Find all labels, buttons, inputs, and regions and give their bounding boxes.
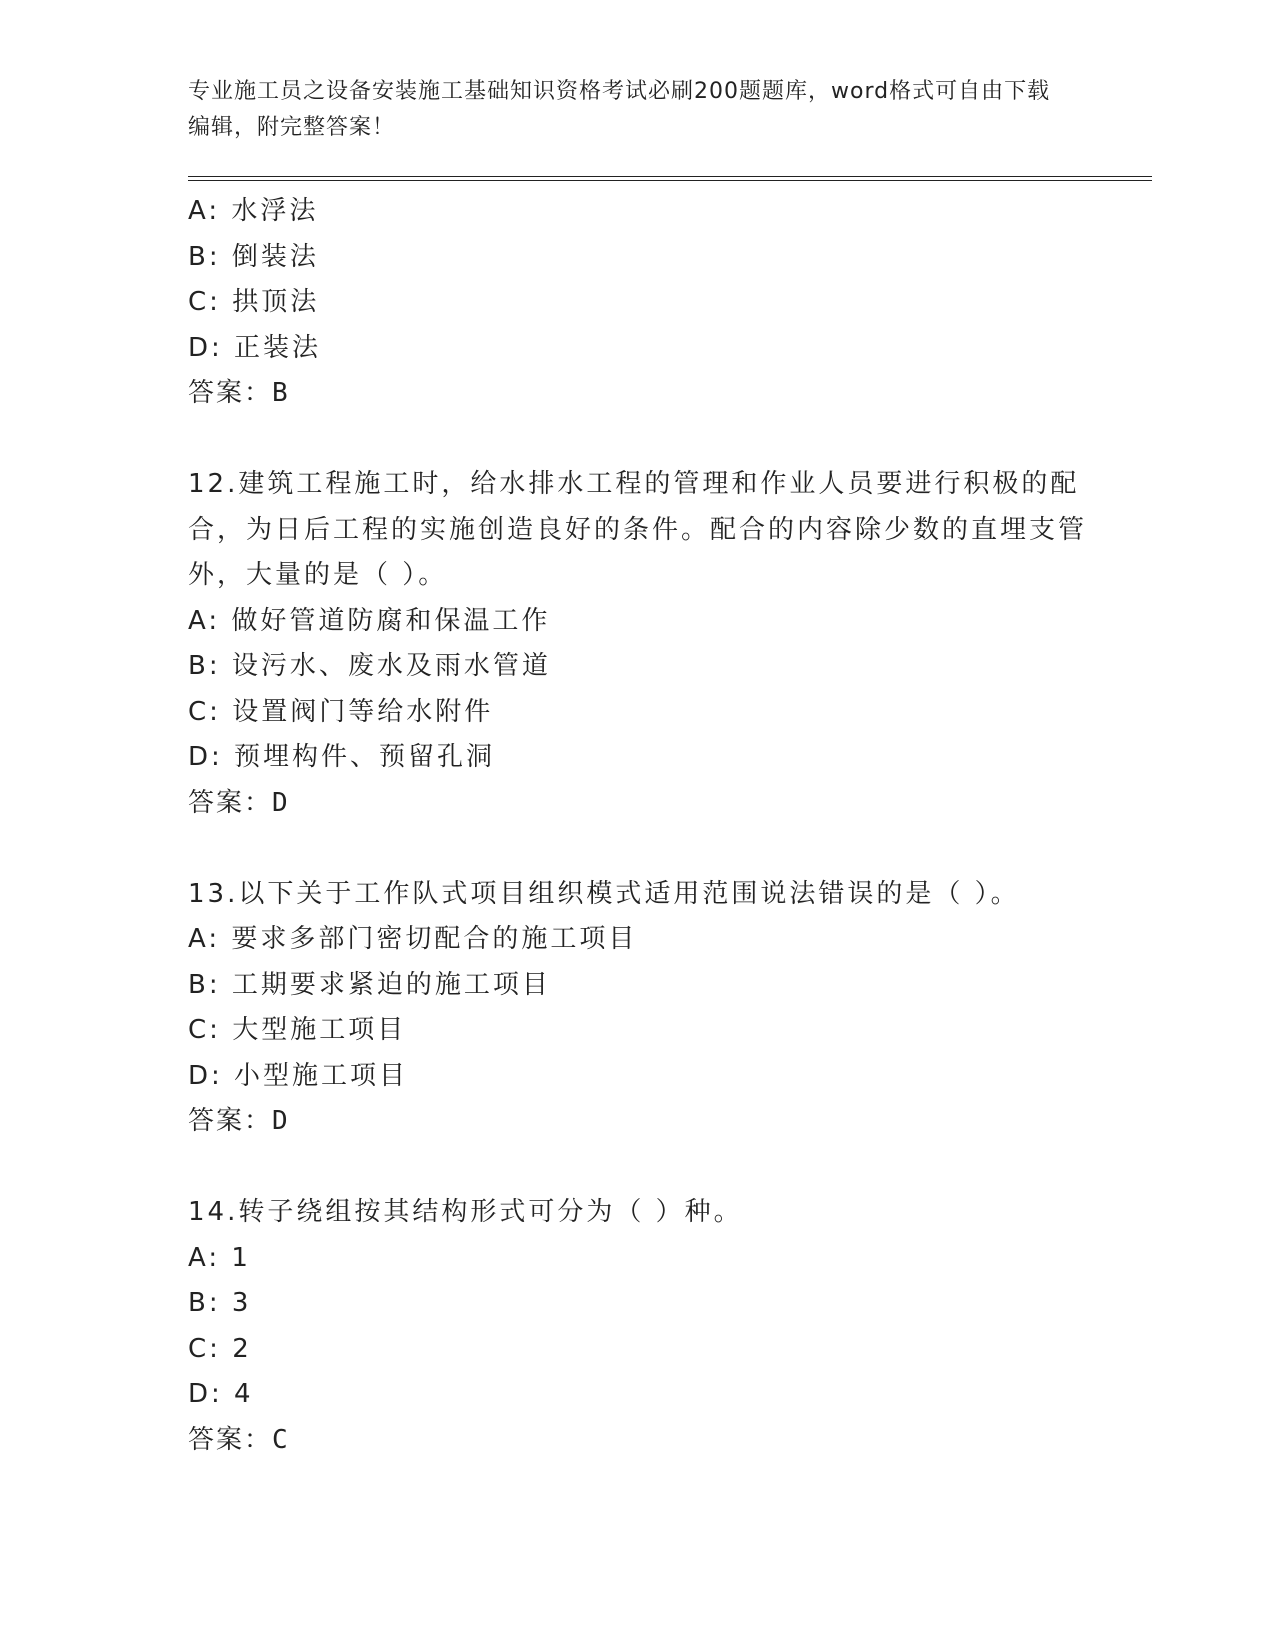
option-label: A:	[188, 1242, 221, 1273]
option-label: A:	[188, 605, 221, 636]
question-12	[188, 462, 1088, 826]
option-text: 2	[232, 1333, 252, 1364]
option-label: B:	[188, 1288, 221, 1318]
answer-line	[188, 371, 1088, 417]
option-a	[188, 917, 1088, 963]
question-stem: 14.转子绕组按其结构形式可分为（ ）种。	[188, 1197, 743, 1227]
answer-line	[188, 781, 1088, 827]
option-a	[188, 599, 1088, 645]
answer-label: 答案：	[188, 378, 273, 408]
option-label: C:	[188, 696, 221, 727]
option-c	[188, 1008, 1088, 1054]
answer-value: C	[272, 1424, 290, 1455]
option-label: C:	[188, 1333, 221, 1364]
question-14	[188, 1190, 1088, 1463]
answer-value: B	[272, 378, 290, 408]
option-text: 水浮法	[231, 196, 319, 226]
option-text: 大型施工项目	[232, 1015, 407, 1045]
answer-label: 答案：	[188, 787, 273, 818]
option-text: 倒装法	[231, 241, 319, 272]
option-c	[188, 1327, 1088, 1373]
option-text: 做好管道防腐和保温工作	[231, 605, 551, 636]
option-d	[188, 1054, 1088, 1100]
header-divider	[188, 176, 1152, 181]
option-text: 小型施工项目	[234, 1060, 409, 1091]
option-label: A:	[188, 196, 221, 226]
option-label: D:	[188, 1060, 223, 1091]
question-stem: 12.建筑工程施工时，给水排水工程的管理和作业人员要进行积极的配合，为日后工程的实施创造良好的条件。配合的内容除少数的直埋支管外，大量的是（ ）。	[188, 469, 1088, 590]
option-d	[188, 1372, 1088, 1418]
answer-label: 答案：	[188, 1424, 273, 1455]
option-b	[188, 235, 1088, 281]
option-text: 设污水、废水及雨水管道	[231, 651, 551, 681]
option-c	[188, 280, 1088, 326]
option-label: B:	[188, 969, 221, 1000]
option-label: A:	[188, 924, 221, 954]
answer-label: 答案：	[188, 1106, 273, 1136]
answer-line	[188, 1418, 1088, 1464]
option-text: 设置阀门等给水附件	[232, 696, 494, 727]
option-b	[188, 1281, 1088, 1327]
option-text: 正装法	[234, 332, 322, 363]
question-11	[188, 189, 1088, 417]
answer-value: D	[272, 1106, 290, 1136]
option-b	[188, 644, 1088, 690]
option-text: 预埋构件、预留孔洞	[234, 742, 496, 772]
option-a	[188, 1236, 1088, 1282]
option-label: D:	[188, 1379, 223, 1409]
document-header: 专业施工员之设备安装施工基础知识资格考试必刷200题题库，word格式可自由下载编辑，附完整答案！	[188, 79, 1051, 140]
option-a	[188, 189, 1088, 235]
question-13	[188, 872, 1088, 1145]
option-label: C:	[188, 287, 221, 317]
question-list	[188, 189, 1088, 1463]
option-label: C:	[188, 1015, 221, 1045]
option-d	[188, 735, 1088, 781]
answer-value: D	[272, 787, 290, 818]
option-label: D:	[188, 742, 223, 772]
option-label: D:	[188, 332, 223, 363]
option-text: 要求多部门密切配合的施工项目	[231, 924, 638, 954]
option-c	[188, 690, 1088, 736]
option-text: 1	[231, 1242, 251, 1273]
answer-line	[188, 1099, 1088, 1145]
option-label: B:	[188, 241, 221, 272]
option-d	[188, 326, 1088, 372]
option-b	[188, 963, 1088, 1009]
question-stem: 13.以下关于工作队式项目组织模式适用范围说法错误的是（ ）。	[188, 878, 1020, 909]
option-text: 3	[231, 1288, 252, 1318]
option-text: 4	[234, 1379, 254, 1409]
option-text: 拱顶法	[232, 287, 320, 317]
option-text: 工期要求紧迫的施工项目	[231, 969, 551, 1000]
option-label: B:	[188, 651, 221, 681]
